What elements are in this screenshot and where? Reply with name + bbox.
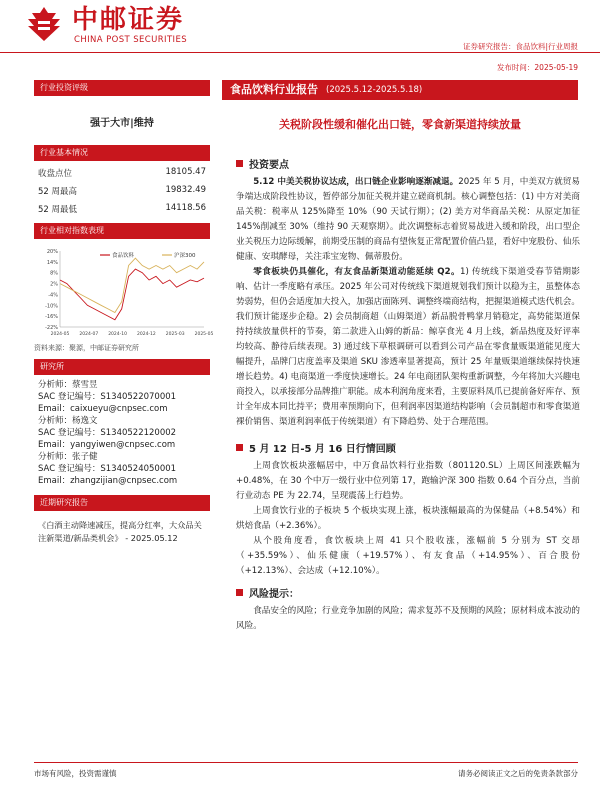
report-type-bar: [222, 80, 578, 100]
paragraph-text: 1) 传统线下渠道受春节错期影响、估计一季度略有承压。2025 年公司对传统线下渠道规划我们预计以稳为主，虽整体态势弱势，但仍会适度加大投入，加强店面陈列、调整终端商结构，把握渠道模式迭代机会。我们预计能逐步企稳。2) 会员制商超（山姆渠道）新品脱骨鸭掌月销稳定，高势能渠道保持持续放量供杆的节奏，第二款进入山姆的新品：鲸享食光 4 月上线，新品热度及好评率均较高、静待后续表现。3) 通过线下草根调研可以看到公司产品在零食量贩渠道能见度大幅提升，品牌门店度盖率及渠道 SKU 渗透率显著提高，预计 25 年量贩渠道继续保持快速增长趋势。4) 电商渠道一季度快速增长。24 年电商团队架构重新调整，今年将加大兴趣电商投入，以承接部分品牌推广职能。成本利润角度来看，主要原料凤爪已提前备好库存、预计全年成本同比持平；费用率预期向下，但利润率因渠道结构影响（会员制超市和零食渠道裸价销售、渠道利润率低于传统渠道）有下降趋势、处于合理范围。: [236, 267, 580, 427]
title-area: [222, 80, 578, 132]
paragraph-lead: 5.12 中美关税协议达成，出口链企业影响逐渐减退。: [253, 177, 459, 187]
analyst-line: 分析师：杨逸文: [38, 416, 98, 426]
analyst-line: SAC 登记编号：S1340522070001: [38, 392, 177, 402]
analyst-line: SAC 登记编号：S1340522120002: [38, 428, 177, 438]
x-tick-label: 2024-10: [108, 332, 128, 337]
analyst-line: Email：zhangzijian@cnpsec.com: [38, 476, 178, 486]
analyst-line: 分析师：蔡雪昱: [38, 380, 98, 390]
basic-key: 收盘点位: [38, 169, 73, 179]
basic-info-row: [38, 185, 206, 197]
paragraph: [236, 265, 580, 430]
bullet-square-icon: [236, 444, 243, 451]
basic-value: 14118.56: [165, 203, 206, 213]
footer-divider: [34, 762, 578, 763]
analyst-title: 研究所: [34, 359, 210, 375]
publish-time: 发布时间：2025-05-19: [496, 63, 578, 72]
heading-text: 5 月 12 日-5 月 16 日行情回顾: [249, 444, 396, 455]
bullet-square-icon: [236, 589, 243, 596]
y-tick-label: 2%: [50, 281, 58, 288]
paragraph: [236, 175, 580, 265]
analyst-list: [34, 379, 210, 487]
paragraph: 上周食饮行业的子板块 5 个板块实现上涨，板块涨幅最高的为保健品（+8.54%）和烘焙食品（+2.36%）。: [236, 506, 580, 531]
basic-value: 19832.49: [165, 185, 206, 195]
section-heading: [236, 440, 580, 455]
rating-value: 强于大市|维持: [90, 118, 154, 129]
footer-disclaimer: 请务必阅读正文之后的免责条款部分: [458, 769, 578, 778]
paragraph: 食品安全的风险；行业竞争加剧的风险；需求复苏不及预期的风险；原材料成本波动的风险。: [236, 606, 580, 631]
y-tick-label: 20%: [46, 249, 58, 255]
series-line: [60, 258, 204, 312]
chart-svg: [34, 243, 214, 339]
x-tick-label: 2024-12: [136, 332, 156, 337]
legend-label: 沪深300: [174, 253, 196, 259]
section-heading: [236, 585, 580, 600]
basic-info-list: [34, 167, 210, 215]
logo-icon: [24, 4, 64, 44]
x-tick-label: 2024-07: [79, 332, 99, 337]
x-tick-label: 2025-03: [165, 332, 185, 337]
related-report: 《白酒主动降速减压，提高分红率，大众品关注新渠道/新品类机会》 - 2025.05.12: [38, 520, 202, 543]
brand-name: 中邮证券: [72, 5, 185, 35]
y-tick-label: -22%: [45, 325, 58, 331]
basic-key: 52 周最高: [38, 187, 78, 197]
y-tick-label: -16%: [45, 314, 58, 321]
paragraph: 从个股角度看，食饮板块上周 41 只个股收涨，涨幅前 5 分别为 ST 交昂（+35.59%）、仙乐健康（+19.57%）、有友食品（+14.95%）、百合股份（+12.13%）、会达成（+12.10%）。: [236, 536, 580, 576]
report-category: 证券研究报告：食品饮料|行业周报: [462, 42, 578, 51]
analyst-line: Email：yangyiwen@cnpsec.com: [38, 440, 176, 450]
basic-value: 18105.47: [165, 167, 206, 177]
paragraph-text: 2025 年 5 月，中美双方就贸易争端达成阶段性协议，暂停部分加征关税并建立磋商机制。核心调整包括：(1) 中方对美商品关税：税率从 125%降至 10%（90 天试行期）；(2) 美方对华商品关税：从原定加征 145%削减至 30%（维持 90 天观察期）。此次调整标志着贸易战进入缓和阶段，出口型企业关税压力边际缓解，前期受压制的商品有望恢复正常配置价值凸显，看好中宠股份、仙乐健康、安琪酵母，关注乖宝宠物、佩蒂股份。: [236, 177, 580, 262]
section-heading: [236, 156, 580, 171]
brand-name-en: CHINA POST SECURITIES: [74, 35, 188, 45]
x-tick-label: 2025-05: [194, 332, 214, 337]
bullet-square-icon: [236, 160, 243, 167]
paragraph-lead: 零食板块仍具催化，有友食品新渠道动能延续 Q2。: [253, 267, 461, 277]
related-title: 近期研究报告: [34, 495, 210, 511]
y-tick-label: -4%: [48, 292, 58, 299]
basic-info-row: [38, 167, 206, 179]
analyst-line: 分析师：张子健: [38, 452, 98, 462]
index-chart: [34, 243, 214, 339]
basic-info-title: 行业基本情况: [34, 145, 210, 161]
analyst-line: Email：caixueyu@cnpsec.com: [38, 404, 168, 414]
report-title: 关税阶段性缓和催化出口链，零食新渠道持续放量: [279, 118, 521, 131]
basic-info-row: [38, 203, 206, 215]
chart-title: 行业相对指数表现: [34, 223, 210, 239]
paragraph: 上周食饮板块涨幅居中，中万食品饮料行业指数（801120.SL）上周区间涨跌幅为+0.48%，在 30 个中万一级行业中位列第 17，跑输沪深 300 指数 0.64 个百分点，当前行业动态 PE 为 22.74，呈现震荡上行趋势。: [236, 461, 580, 501]
x-tick-label: 2024-05: [50, 332, 70, 337]
footer-risk: 市场有风险，投资需谨慎: [34, 769, 117, 778]
y-tick-label: 14%: [46, 259, 58, 266]
basic-key: 52 周最低: [38, 205, 78, 215]
header-divider: [0, 52, 600, 53]
date-range: (2025.5.12-2025.5.18): [326, 85, 423, 95]
heading-text: 投资要点: [249, 160, 289, 171]
rating-title: 行业投资评级: [34, 80, 210, 96]
report-type: 食品饮料行业报告: [230, 83, 318, 96]
heading-text: 风险提示：: [249, 589, 299, 600]
legend-label: 食品饮料: [112, 253, 135, 259]
y-tick-label: -10%: [45, 303, 58, 310]
analyst-line: SAC 登记编号：S1340524050001: [38, 464, 177, 474]
chart-source: 资料来源：聚源，中邮证券研究所: [34, 344, 139, 352]
sidebar: [34, 80, 214, 545]
report-body: [236, 150, 580, 634]
y-tick-label: 8%: [50, 270, 58, 277]
